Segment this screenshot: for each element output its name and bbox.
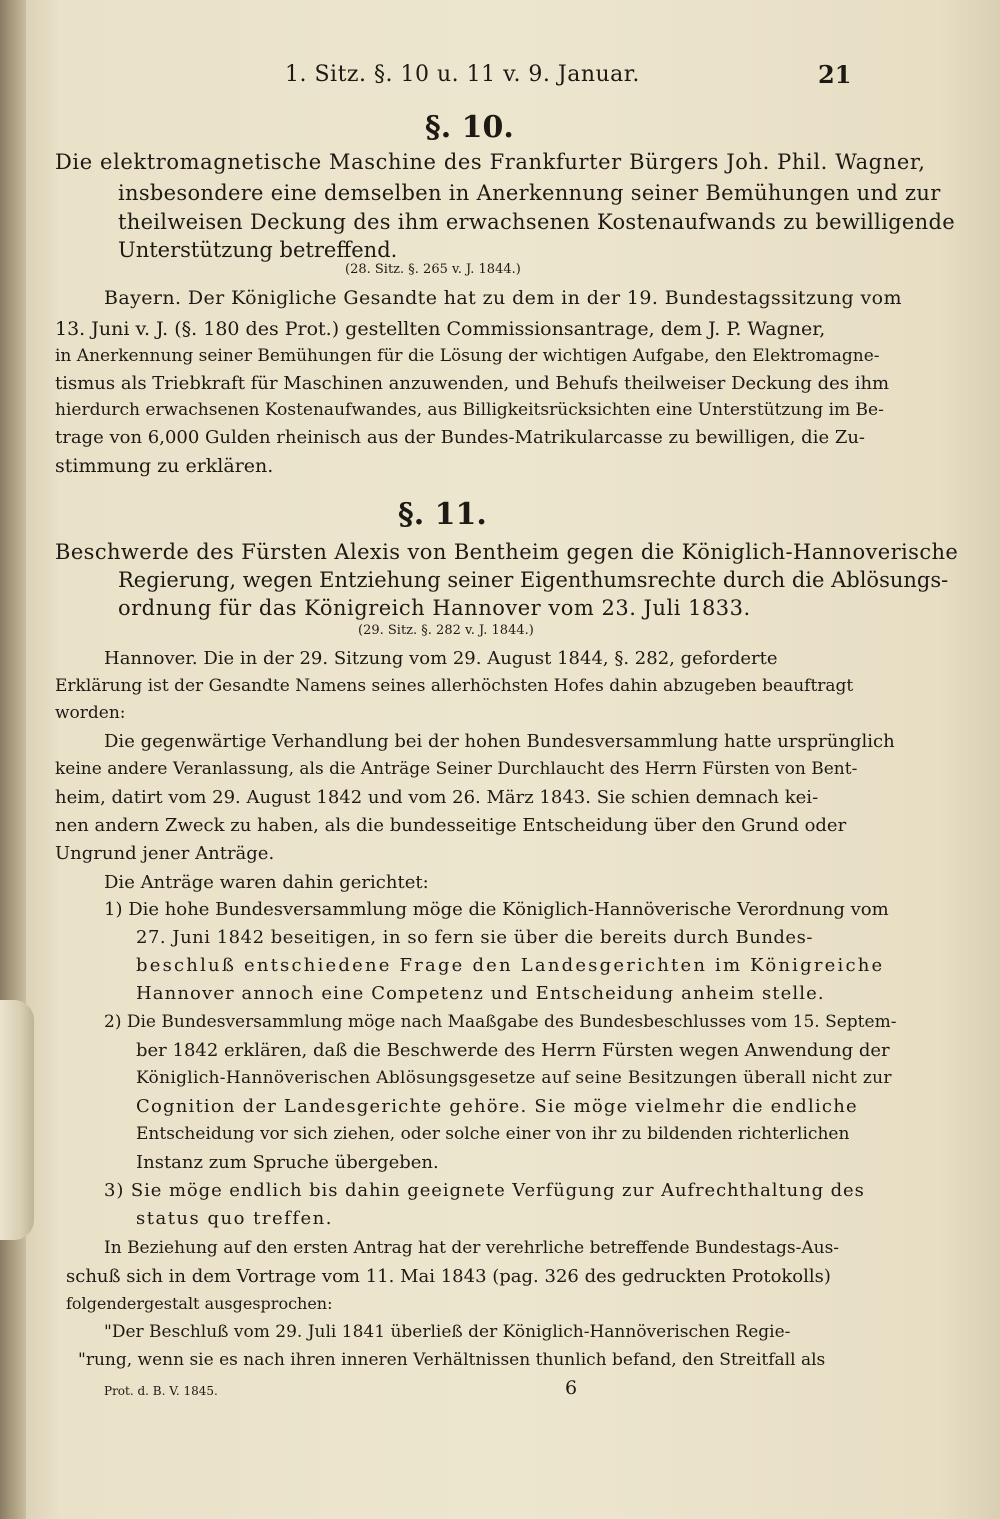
section-10-body-line-4: tismus als Triebkraft für Maschinen anzuwenden, und Behufs theilweiser Deckung des ihm [55, 373, 890, 394]
section-10-title-line-1: Die elektromagnetische Maschine des Frankfurter Bürgers Joh. Phil. Wagner, [55, 150, 926, 174]
section-11-body-line-20: 3) Sie möge endlich bis dahin geeignete Verfügung zur Aufrechthaltung des [104, 1180, 865, 1201]
book-binding [0, 0, 26, 1519]
section-11-body-line-17: Cognition der Landesgerichte gehöre. Sie möge vielmehr die endliche [136, 1096, 858, 1117]
section-11-body-line-18: Entscheidung vor sich ziehen, oder solche einer von ihr zu bildenden richterlichen [136, 1124, 850, 1144]
section-11-body-line-23: schuß sich in dem Vortrage vom 11. Mai 1843 (pag. 326 des gedruckten Protokolls) [66, 1266, 831, 1287]
section-11-body-line-21: status quo treffen. [136, 1208, 333, 1229]
section-11-body-line-7: nen andern Zweck zu haben, als die bundesseitige Entscheidung über den Grund oder [55, 815, 847, 836]
section-11-body-line-4: Die gegenwärtige Verhandlung bei der hohen Bundesversammlung hatte ursprünglich [104, 731, 895, 752]
section-10-body-line-3: in Anerkennung seiner Bemühungen für die Lösung der wichtigen Aufgabe, den Elektromagne- [55, 346, 880, 366]
section-11-body-line-16: Königlich-Hannöverischen Ablösungsgesetze auf seine Besitzungen überall nicht zur [136, 1068, 892, 1088]
section-11-body-line-3: worden: [55, 703, 126, 723]
section-11-title-line-1: Beschwerde des Fürsten Alexis von Bentheim gegen die Königlich-Hannoverische [55, 540, 959, 564]
section-10-body-line-7: stimmung zu erklären. [55, 455, 274, 477]
footer-signature: Prot. d. B. V. 1845. [104, 1384, 218, 1398]
section-11-body-line-10: 1) Die hohe Bundesversammlung möge die Königlich-Hannöverische Verordnung vom [104, 899, 889, 920]
section-10-body-line-6: trage von 6,000 Gulden rheinisch aus der Bundes-Matrikularcasse zu bewilligen, die Zu- [55, 427, 865, 448]
section-11-body-line-24: folgendergestalt ausgesprochen: [66, 1294, 333, 1313]
section-11-body-line-5: keine andere Veranlassung, als die Anträge Seiner Durchlaucht des Herrn Fürsten von Bent- [55, 759, 858, 779]
section-11-body-line-13: Hannover annoch eine Competenz und Entscheidung anheim stelle. [136, 983, 825, 1004]
section-11-body-line-25: "Der Beschluß vom 29. Juli 1841 überließ der Königlich-Hannöverischen Regie- [104, 1322, 791, 1342]
section-11-body-line-2: Erklärung ist der Gesandte Namens seines allerhöchsten Hofes dahin abzugeben beauftragt [55, 676, 854, 696]
section-10-title-line-3: theilweisen Deckung des ihm erwachsenen Kostenaufwands zu bewilligende [118, 210, 955, 234]
section-10-body-line-1: Bayern. Der Königliche Gesandte hat zu dem in der 19. Bundestagssitzung vom [104, 287, 902, 309]
section-11-body-line-1: Hannover. Die in der 29. Sitzung vom 29. August 1844, §. 282, geforderte [104, 648, 778, 669]
section-11-body-line-11: 27. Juni 1842 beseitigen, in so fern sie über die bereits durch Bundes- [136, 927, 813, 948]
section-11-body-line-12: beschluß entschiedene Frage den Landesgerichten im Königreiche [136, 955, 885, 976]
section-11-body-line-15: ber 1842 erklären, daß die Beschwerde des Herrn Fürsten wegen Anwendung der [136, 1040, 890, 1061]
page-number: 21 [818, 60, 852, 89]
section-11-body-line-14: 2) Die Bundesversammlung möge nach Maaßgabe des Bundesbeschlusses vom 15. Septem- [104, 1012, 897, 1032]
page-fold [0, 1000, 34, 1240]
section-11-number: §. 11. [398, 497, 487, 532]
section-10-number: §. 10. [425, 110, 514, 145]
section-11-body-line-22: In Beziehung auf den ersten Antrag hat der verehrliche betreffende Bundestags-Aus- [104, 1238, 840, 1258]
section-10-body-line-2: 13. Juni v. J. (§. 180 des Prot.) gestellten Commissionsantrage, dem J. P. Wagner, [55, 318, 826, 340]
section-11-title-line-3: ordnung für das Königreich Hannover vom 23. Juli 1833. [118, 596, 751, 620]
section-10-title-line-2: insbesondere eine demselben in Anerkennung seiner Bemühungen und zur [118, 181, 941, 205]
section-11-reference: (29. Sitz. §. 282 v. J. 1844.) [358, 623, 534, 638]
section-11-body-line-8: Ungrund jener Anträge. [55, 843, 275, 864]
section-10-reference: (28. Sitz. §. 265 v. J. 1844.) [345, 262, 521, 277]
section-10-body-line-5: hierdurch erwachsenen Kostenaufwandes, aus Billigkeitsrücksichten eine Unterstützung im Be- [55, 400, 884, 420]
section-11-body-line-19: Instanz zum Spruche übergeben. [136, 1152, 439, 1173]
section-11-body-line-26: "rung, wenn sie es nach ihren inneren Verhältnissen thunlich befand, den Streitfall als [78, 1350, 826, 1370]
section-10-title-line-4: Unterstützung betreffend. [118, 238, 398, 262]
footer-sheet-number: 6 [565, 1377, 578, 1399]
running-header: 1. Sitz. §. 10 u. 11 v. 9. Januar. [285, 62, 640, 87]
section-11-body-line-9: Die Anträge waren dahin gerichtet: [104, 872, 429, 893]
section-11-body-line-6: heim, datirt vom 29. August 1842 und vom 26. März 1843. Sie schien demnach kei- [55, 787, 819, 808]
section-11-title-line-2: Regierung, wegen Entziehung seiner Eigenthumsrechte durch die Ablösungs- [118, 568, 949, 592]
